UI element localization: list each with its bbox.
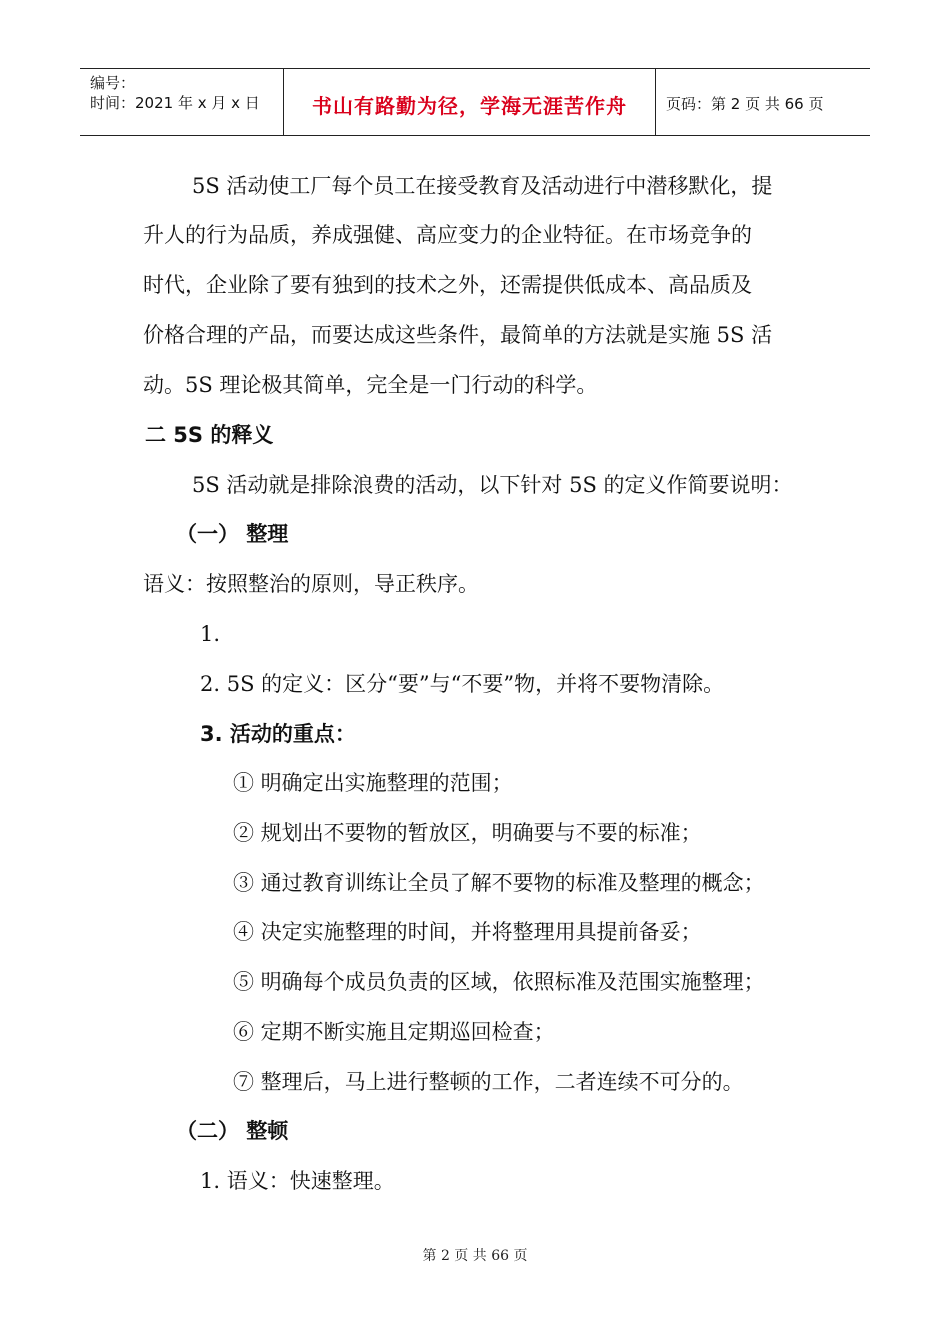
number-label: 编号： (90, 74, 136, 92)
list-item-heading: 3. 活动的重点： (200, 722, 356, 746)
subsection-meaning: 语义：按照整治的原则，导正秩序。 (143, 572, 479, 596)
list-item: 1. 语义：快速整理。 (200, 1169, 395, 1193)
header-page-cell (656, 69, 870, 135)
key-point: ④ 决定实施整理的时间，并将整理用具提前备妥； (233, 920, 702, 944)
paragraph-line: 动。5S 理论极其简单，完全是一门行动的科学。 (143, 373, 598, 397)
paragraph-line: 时代，企业除了要有独到的技术之外，还需提供低成本、高品质及 (143, 273, 752, 297)
document-header (80, 68, 870, 136)
key-point: ⑤ 明确每个成员负责的区域，依照标准及范围实施整理； (233, 970, 765, 994)
key-point: ① 明确定出实施整理的范围； (233, 771, 513, 795)
list-item: 2. 5S 的定义：区分“要”与“不要”物，并将不要物清除。 (200, 672, 725, 696)
header-meta (80, 69, 283, 135)
motto-text: 书山有路勤为径，学海无涯苦作舟 (312, 93, 627, 118)
section-heading: 二 5S 的释义 (145, 423, 274, 447)
key-point: ③ 通过教育训练让全员了解不要物的标准及整理的概念； (233, 871, 765, 895)
paragraph-line: 5S 活动使工厂每个员工在接受教育及活动进行中潜移默化，提 (192, 174, 773, 198)
key-point: ⑦ 整理后，马上进行整顿的工作，二者连续不可分的。 (233, 1070, 744, 1094)
key-point: ⑥ 定期不断实施且定期巡回检查； (233, 1020, 555, 1044)
list-item: 1. (200, 622, 221, 646)
time-label: 时间：2021 年 x 月 x 日 (90, 94, 260, 112)
header-motto-cell (283, 69, 656, 135)
subsection-heading: （一） 整理 (176, 522, 289, 546)
page-footer: 第 2 页 共 66 页 (422, 1248, 528, 1264)
key-point: ② 规划出不要物的暂放区，明确要与不要的标准； (233, 821, 702, 845)
paragraph-line: 价格合理的产品，而要达成这些条件，最简单的方法就是实施 5S 活 (143, 323, 773, 347)
paragraph-line: 升人的行为品质，养成强健、高应变力的企业特征。在市场竞争的 (143, 223, 752, 247)
page-info: 页码：第 2 页 共 66 页 (666, 94, 824, 113)
section-intro: 5S 活动就是排除浪费的活动，以下针对 5S 的定义作简要说明： (192, 473, 793, 497)
subsection-heading: （二） 整顿 (176, 1119, 289, 1143)
